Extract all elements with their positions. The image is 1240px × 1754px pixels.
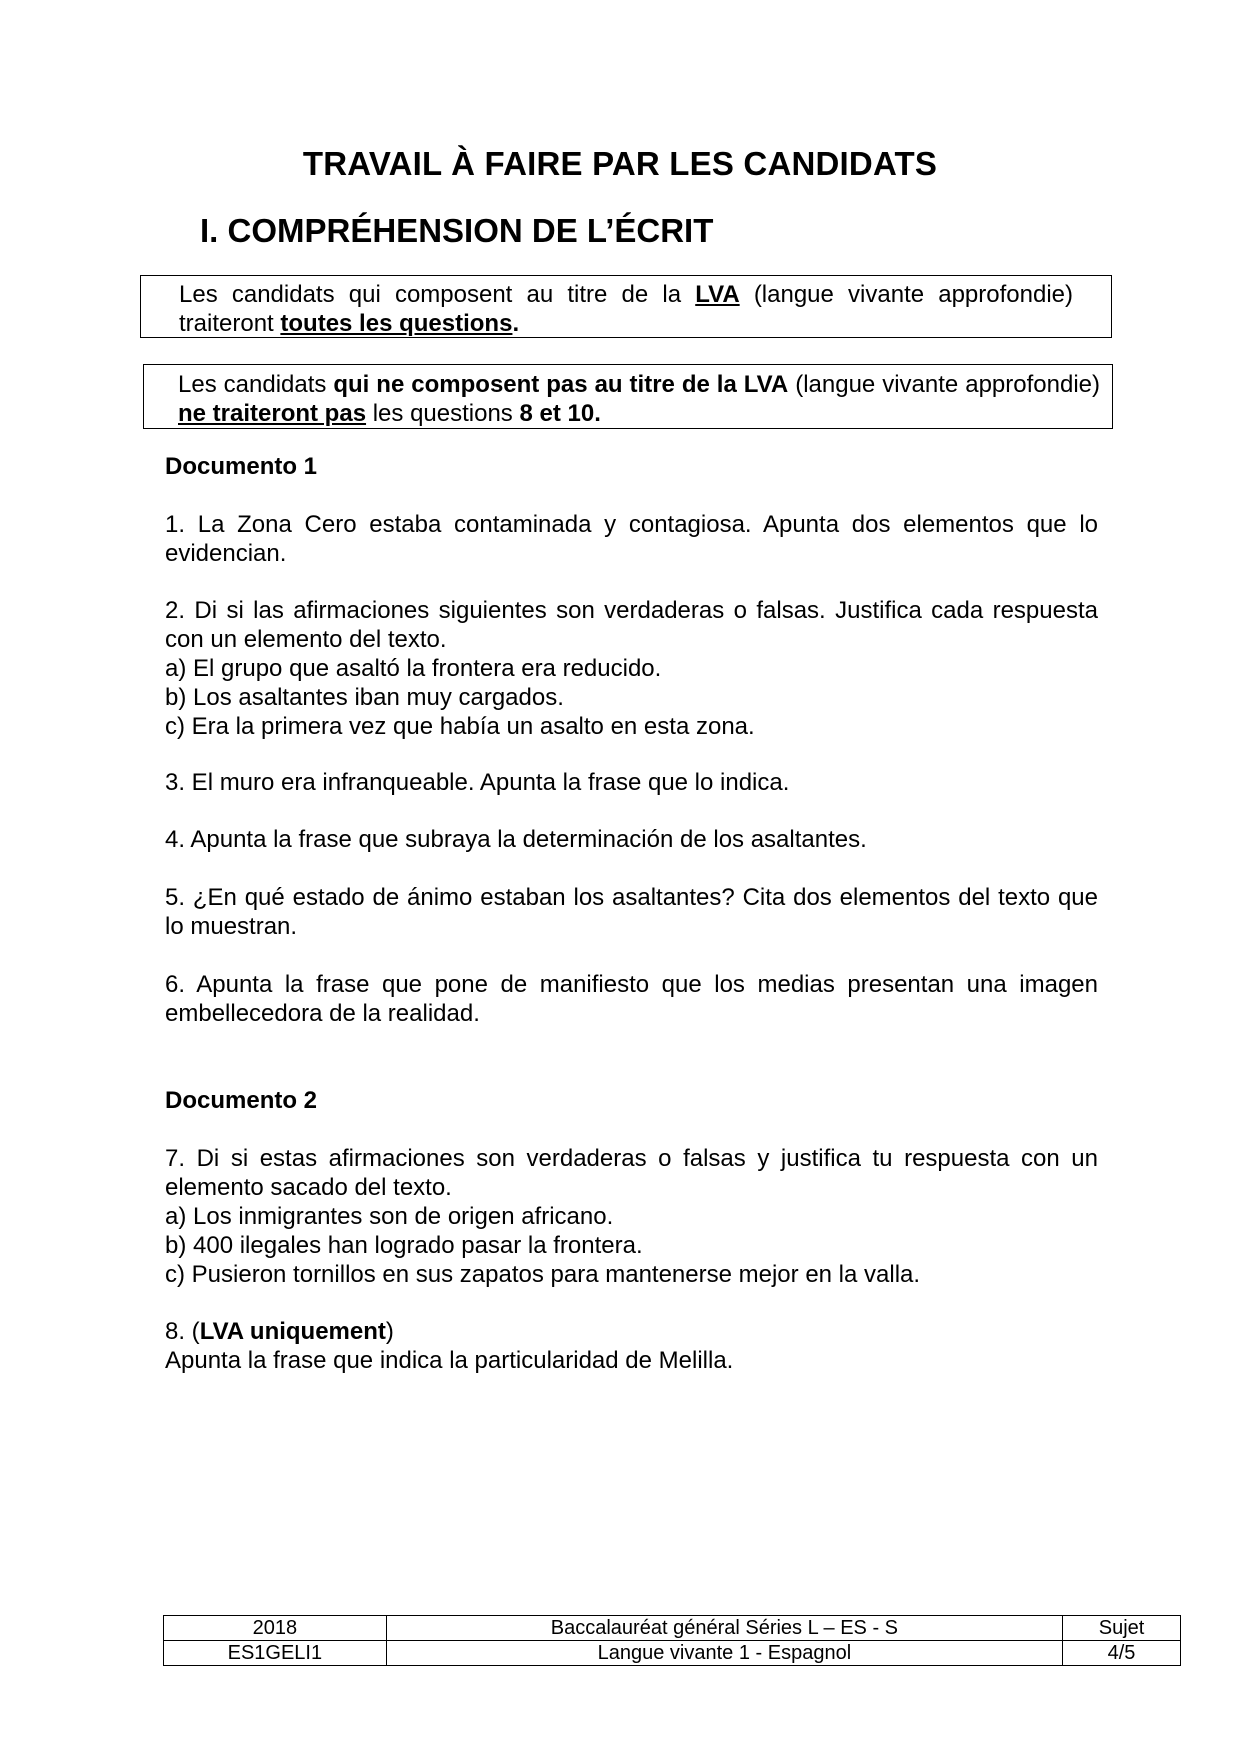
question-7c: c) Pusieron tornillos en sus zapatos para mantenerse mejor en la valla. <box>165 1261 921 1288</box>
question-5 <box>165 883 1098 941</box>
question-2-text: 2. Di si las afirmaciones siguientes son verdaderas o falsas. Justifica cada respuesta con un elemento del texto. <box>165 597 1098 653</box>
question-7-text: 7. Di si estas afirmaciones son verdaderas o falsas y justifica tu respuesta con un elemento sacado del texto. <box>165 1145 1098 1201</box>
question-1-text: 1. La Zona Cero estaba contaminada y contagiosa. Apunta dos elementos que lo evidencian. <box>165 511 1098 567</box>
question-2c: c) Era la primera vez que había un asalto en esta zona. <box>165 713 755 740</box>
footer-row-2 <box>164 1641 1181 1666</box>
notice-non-lva <box>143 364 1113 429</box>
question-2b: b) Los asaltantes iban muy cargados. <box>165 684 564 711</box>
doc2-title: Documento 2 <box>165 1087 318 1114</box>
notice-lva-text-a: Les candidats qui composent au titre de la <box>179 281 696 308</box>
document-1-heading <box>165 452 1098 481</box>
footer-code: ES1GELI1 <box>164 1641 387 1666</box>
notice-lva-all-questions: toutes les questions <box>280 310 513 337</box>
notice-non-lva-will-not: ne traiteront pas <box>178 400 367 427</box>
question-3 <box>165 768 1098 797</box>
question-8-num: 8. ( <box>165 1318 200 1345</box>
footer-row-1 <box>164 1616 1181 1641</box>
notice-lva-text-c: (langue vivante approfondie) traiteront <box>179 281 1074 337</box>
document-2-heading <box>165 1086 1098 1115</box>
question-6-text: 6. Apunta la frase que pone de manifiesto que los medias presentan una imagen embellecedora de la realidad. <box>165 971 1098 1027</box>
footer-sujet: Sujet <box>1063 1616 1181 1641</box>
question-1 <box>165 510 1098 568</box>
question-6 <box>165 970 1098 1028</box>
page-title: TRAVAIL À FAIRE PAR LES CANDIDATS <box>302 145 938 182</box>
question-4-text: 4. Apunta la frase que subraya la determinación de los asaltantes. <box>165 826 867 853</box>
section-title: I. COMPRÉHENSION DE L’ÉCRIT <box>200 212 714 249</box>
question-8-lva: LVA uniquement <box>199 1318 386 1345</box>
notice-non-lva-text-c: (langue vivante approfondie) <box>788 371 1100 398</box>
question-7a: a) Los inmigrantes son de origen africano. <box>165 1203 614 1230</box>
question-8-text: Apunta la frase que indica la particularidad de Melilla. <box>165 1347 734 1374</box>
question-8-close: ) <box>385 1318 394 1345</box>
footer-page: 4/5 <box>1063 1641 1181 1666</box>
question-3-text: 3. El muro era infranqueable. Apunta la frase que lo indica. <box>165 769 790 796</box>
notice-lva-period: . <box>512 310 520 337</box>
footer-exam: Baccalauréat général Séries L – ES - S <box>386 1616 1062 1641</box>
question-5-text: 5. ¿En qué estado de ánimo estaban los asaltantes? Cita dos elementos del texto que lo muestran. <box>165 884 1098 940</box>
question-7b: b) 400 ilegales han logrado pasar la frontera. <box>165 1232 643 1259</box>
notice-non-lva-bold: qui ne composent pas au titre de la LVA <box>333 371 789 398</box>
question-4 <box>165 825 1098 854</box>
question-8 <box>165 1317 1098 1375</box>
question-2 <box>165 596 1098 741</box>
notice-lva <box>140 275 1112 338</box>
footer-table <box>163 1615 1181 1666</box>
footer-year: 2018 <box>164 1616 387 1641</box>
notice-non-lva-questions: 8 et 10. <box>519 400 601 427</box>
notice-non-lva-text-a: Les candidats <box>178 371 334 398</box>
question-2a: a) El grupo que asaltó la frontera era reducido. <box>165 655 662 682</box>
question-7 <box>165 1144 1098 1289</box>
footer-subject: Langue vivante 1 - Espagnol <box>386 1641 1062 1666</box>
question-8-header <box>165 1317 1098 1346</box>
doc1-title: Documento 1 <box>165 453 318 480</box>
notice-non-lva-text-e: les questions <box>366 400 520 427</box>
notice-lva-lva: LVA <box>695 281 740 308</box>
